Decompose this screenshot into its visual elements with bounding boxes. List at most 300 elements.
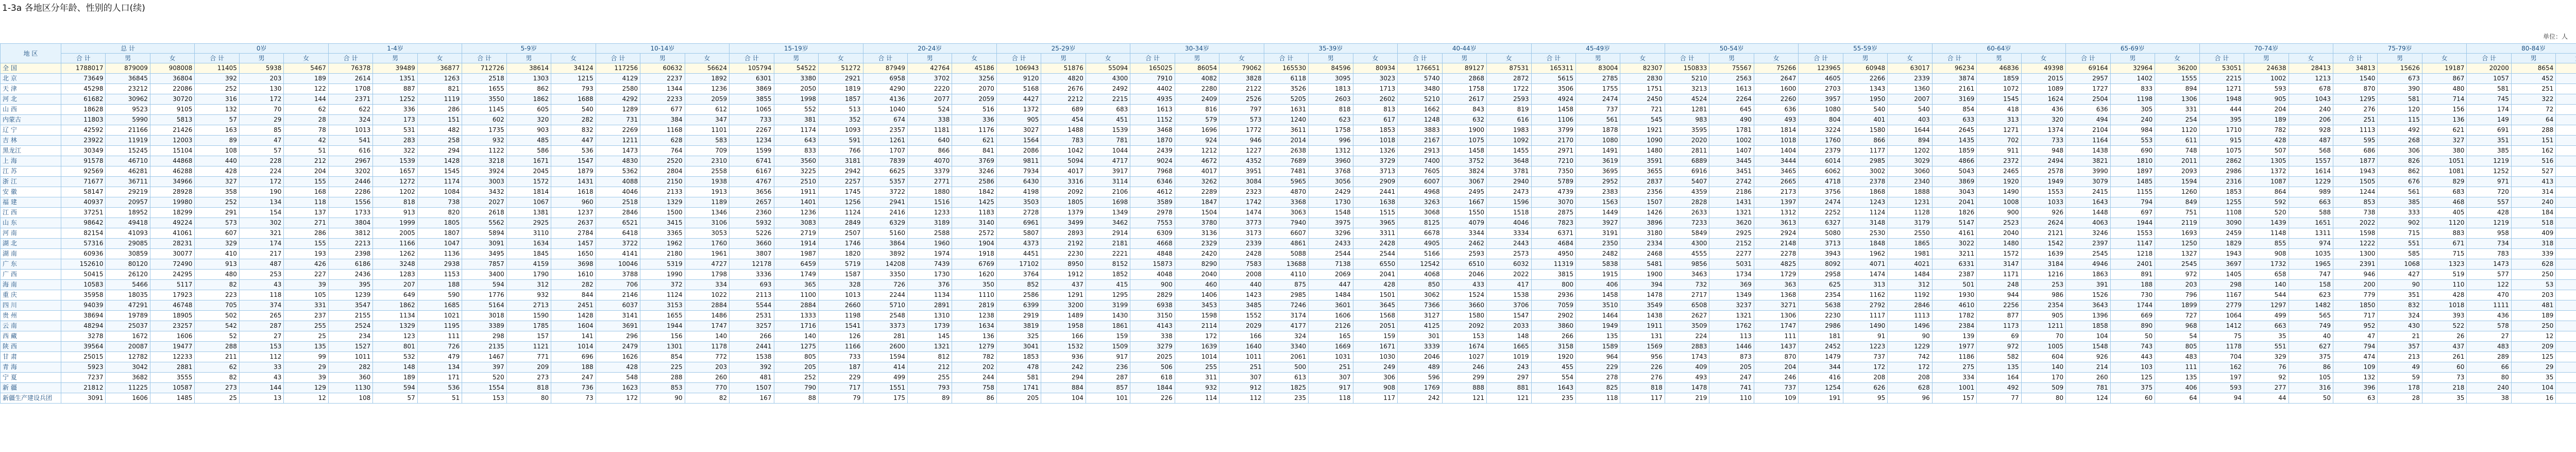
value-cell: 57 (239, 146, 283, 156)
value-cell: 28231 (150, 239, 195, 249)
value-cell: 690 (2110, 146, 2155, 156)
value-cell: 726 (863, 280, 907, 290)
value-cell: 506 (1130, 362, 1175, 373)
value-cell: 2881 (150, 362, 195, 373)
value-cell: 3002 (1843, 166, 1887, 177)
value-cell: 20957 (106, 197, 150, 208)
value-cell: 3060 (1888, 166, 1932, 177)
value-cell: 4767 (730, 177, 774, 187)
value-cell: 1938 (685, 177, 729, 187)
header-sub-male: 男 (774, 54, 818, 63)
value-cell: 5990 (106, 115, 150, 125)
value-cell: 4555 (1665, 249, 1709, 259)
value-cell: 94 (2199, 393, 2244, 404)
value-cell: 1547 (551, 156, 596, 166)
value-cell: 2545 (2066, 249, 2110, 259)
value-cell: 617 (1353, 115, 1397, 125)
value-cell: 900 (1130, 280, 1175, 290)
value-cell: 134 (417, 362, 462, 373)
value-cell: 516 (952, 105, 996, 115)
value-cell: 3278 (61, 331, 106, 342)
value-cell: 2443 (1487, 239, 1531, 249)
value-cell: 1121 (506, 342, 551, 352)
value-cell: 1080 (1576, 136, 1620, 146)
value-cell: 518 (2511, 218, 2555, 228)
value-cell: 397 (462, 362, 506, 373)
value-cell: 4159 (506, 259, 551, 270)
value-cell: 2909 (1353, 177, 1397, 187)
value-cell: 92 (2244, 373, 2289, 383)
value-cell: 3257 (730, 321, 774, 331)
value-cell: 492 (2378, 125, 2422, 136)
value-cell: 2713 (506, 300, 551, 311)
value-cell: 1047 (417, 239, 462, 249)
value-cell: 588 (2289, 208, 2333, 218)
value-cell: 1243 (1843, 197, 1887, 208)
value-cell: 1900 (1620, 270, 1665, 280)
value-cell: 4427 (996, 94, 1041, 105)
value-cell: 108 (328, 393, 372, 404)
value-cell: 561 (2378, 187, 2422, 197)
value-cell: 1480 (1977, 239, 2021, 249)
value-cell: 607 (195, 228, 239, 239)
value-cell: 5894 (462, 228, 506, 239)
value-cell: 6961 (996, 218, 1041, 228)
value-cell: 336 (952, 115, 996, 125)
value-cell: 1484 (1309, 290, 1353, 300)
value-cell (2556, 187, 2576, 197)
value-cell: 428 (1353, 280, 1397, 290)
value-cell: 4290 (863, 84, 907, 94)
value-cell: 2902 (1531, 311, 1575, 321)
value-cell: 205 (1709, 362, 1754, 373)
value-cell: 1862 (506, 94, 551, 105)
value-cell: 4141 (596, 249, 640, 259)
value-cell: 108 (195, 146, 239, 156)
value-cell (2556, 239, 2576, 249)
value-cell: 7350 (1531, 166, 1575, 177)
header-sub-total: 合 计 (2467, 54, 2511, 63)
value-cell: 5481 (1620, 259, 1665, 270)
value-cell: 1312 (1309, 146, 1353, 156)
value-cell: 2192 (1041, 239, 1086, 249)
value-cell: 3660 (1442, 300, 1486, 311)
header-age-group: 0岁 (195, 44, 328, 54)
value-cell: 1746 (819, 239, 863, 249)
value-cell: 3555 (150, 373, 195, 383)
value-cell: 1599 (730, 146, 774, 156)
value-cell: 1921 (1620, 125, 1665, 136)
value-cell: 3773 (1219, 218, 1264, 228)
value-cell: 1448 (2066, 208, 2110, 218)
value-cell: 2106 (1086, 187, 1130, 197)
value-cell: 13 (239, 393, 283, 404)
value-cell: 627 (2289, 342, 2333, 352)
value-cell: 3769 (952, 156, 996, 166)
value-cell: 1730 (907, 270, 952, 280)
value-cell: 586 (506, 146, 551, 156)
value-cell: 844 (551, 290, 596, 300)
value-cell: 887 (373, 84, 417, 94)
value-cell: 2033 (1487, 321, 1531, 331)
value-cell: 733 (730, 115, 774, 125)
value-cell: 1108 (2199, 208, 2244, 218)
value-cell: 390 (2378, 84, 2422, 94)
value-cell: 3296 (1309, 228, 1353, 239)
value-cell: 553 (2110, 136, 2155, 146)
value-cell: 76378 (328, 63, 372, 74)
table-row (1, 321, 2576, 331)
value-cell: 1594 (863, 352, 907, 362)
value-cell: 3180 (1620, 228, 1665, 239)
header-sub-total: 合 计 (1665, 54, 1709, 63)
value-cell: 1014 (551, 342, 596, 352)
header-sub-female: 女 (2021, 54, 2065, 63)
value-cell: 7857 (462, 259, 506, 270)
table-row (1, 105, 2576, 115)
header-sub-total: 合 计 (2066, 54, 2110, 63)
value-cell: 1618 (551, 187, 596, 197)
value-cell: 623 (1309, 115, 1353, 125)
value-cell: 3018 (462, 311, 506, 321)
value-cell: 4088 (596, 177, 640, 187)
value-cell: 1606 (1309, 311, 1353, 321)
value-cell: 1134 (907, 290, 952, 300)
region-cell: 重 庆 (1, 290, 61, 300)
value-cell: 1526 (2066, 290, 2110, 300)
value-cell: 23257 (150, 321, 195, 331)
value-cell: 437 (1041, 280, 1086, 290)
value-cell: 1948 (2199, 94, 2244, 105)
value-cell: 1202 (1888, 146, 1932, 156)
value-cell: 1022 (685, 290, 729, 300)
value-cell: 1739 (907, 321, 952, 331)
value-cell: 140 (774, 331, 818, 342)
value-cell: 813 (1353, 105, 1397, 115)
header-sub-total: 合 计 (1531, 54, 1575, 63)
value-cell: 706 (596, 280, 640, 290)
value-cell: 734 (2467, 239, 2511, 249)
value-cell: 4861 (1264, 239, 1308, 249)
value-cell: 1853 (2199, 187, 2244, 197)
header-sub-male: 男 (506, 54, 551, 63)
value-cell: 247 (1709, 373, 1754, 383)
value-cell: 250 (2511, 270, 2555, 280)
value-cell: 339 (2511, 249, 2555, 259)
value-cell: 103 (2110, 362, 2155, 373)
value-cell: 4300 (1665, 239, 1709, 249)
region-cell: 新疆生产建设兵团 (1, 393, 61, 404)
value-cell: 3975 (1309, 218, 1353, 228)
value-cell: 2925 (506, 218, 551, 228)
value-cell: 1011 (328, 352, 372, 362)
value-cell: 1620 (952, 270, 996, 280)
value-cell: 730 (2110, 290, 2155, 300)
value-cell: 3340 (1264, 342, 1308, 352)
value-cell: 864 (2244, 187, 2289, 197)
header-sub-male: 男 (1442, 54, 1486, 63)
value-cell: 5838 (1576, 259, 1620, 270)
value-cell: 3990 (2066, 166, 2110, 177)
value-cell: 545 (1620, 115, 1665, 125)
value-cell: 1291 (1041, 290, 1086, 300)
value-cell (2556, 362, 2576, 373)
value-cell: 184 (2511, 208, 2555, 218)
value-cell: 1688 (551, 94, 596, 105)
value-cell (2556, 166, 2576, 177)
value-cell: 1962 (1843, 249, 1887, 259)
region-cell: 贵 州 (1, 311, 61, 321)
value-cell: 621 (2422, 125, 2466, 136)
value-cell: 36804 (150, 74, 195, 84)
value-cell: 771 (506, 352, 551, 362)
value-cell: 3864 (863, 239, 907, 249)
value-cell: 1153 (417, 270, 462, 280)
region-cell: 安 徽 (1, 187, 61, 197)
value-cell: 87531 (1487, 63, 1531, 74)
value-cell: 12178 (730, 259, 774, 270)
value-cell: 125 (2110, 373, 2155, 383)
value-cell: 162 (2199, 362, 2244, 373)
value-cell: 616 (1487, 115, 1531, 125)
value-cell: 1999 (373, 218, 417, 228)
value-cell: 596 (1398, 373, 1442, 383)
table-container[interactable] (0, 43, 2576, 404)
value-cell: 392 (195, 74, 239, 84)
value-cell: 487 (239, 259, 283, 270)
value-cell: 38614 (506, 63, 551, 74)
value-cell: 2213 (328, 239, 372, 249)
region-cell: 广 西 (1, 270, 61, 280)
value-cell: 673 (2378, 74, 2422, 84)
value-cell: 825 (1576, 383, 1620, 393)
value-cell: 1250 (2155, 239, 2199, 249)
value-cell: 3781 (1487, 166, 1531, 177)
value-cell: 793 (551, 84, 596, 94)
value-cell: 1563 (1576, 197, 1620, 208)
value-cell: 674 (863, 115, 907, 125)
value-cell: 1879 (551, 166, 596, 177)
value-cell: 4946 (2066, 259, 2110, 270)
value-cell: 129 (284, 383, 328, 393)
value-cell: 1590 (506, 311, 551, 321)
value-cell: 709 (685, 146, 729, 156)
region-cell: 黑龙江 (1, 146, 61, 156)
value-cell: 628 (1888, 383, 1932, 393)
value-cell: 80120 (106, 259, 150, 270)
value-cell: 3373 (863, 321, 907, 331)
header-sub-female: 女 (150, 54, 195, 63)
value-cell: 287 (1086, 373, 1130, 383)
value-cell: 8654 (2511, 63, 2555, 74)
value-cell: 1040 (863, 105, 907, 115)
value-cell: 155 (284, 177, 328, 187)
value-cell: 98642 (61, 218, 106, 228)
value-cell: 6508 (1665, 300, 1709, 311)
value-cell: 1842 (952, 187, 996, 197)
value-cell: 1229 (2289, 177, 2333, 187)
value-cell: 683 (1086, 105, 1130, 115)
value-cell: 266 (730, 331, 774, 342)
value-cell: 1643 (1531, 383, 1575, 393)
value-cell: 9120 (996, 74, 1041, 84)
value-cell: 561 (1576, 115, 1620, 125)
value-cell: 63017 (1888, 63, 1932, 74)
value-cell: 1755 (1576, 84, 1620, 94)
value-cell: 247 (551, 373, 596, 383)
region-cell: 山 西 (1, 105, 61, 115)
value-cell: 1569 (1620, 342, 1665, 352)
value-cell: 3090 (2199, 218, 2244, 228)
value-cell: 2148 (1754, 239, 1798, 249)
value-cell: 3316 (1041, 177, 1086, 187)
value-cell: 1027 (1442, 352, 1486, 362)
value-cell: 1918 (952, 249, 996, 259)
value-cell: 1878 (1576, 125, 1620, 136)
value-cell: 121 (1487, 393, 1531, 404)
value-cell: 33 (239, 362, 283, 373)
value-cell (2556, 373, 2576, 383)
value-cell: 50 (2289, 393, 2333, 404)
value-cell: 82307 (1620, 63, 1665, 74)
value-cell: 832 (2378, 300, 2422, 311)
value-cell: 174 (239, 239, 283, 249)
value-cell: 297 (1487, 373, 1531, 383)
value-cell: 2161 (1932, 84, 1976, 94)
value-cell: 2544 (1309, 249, 1353, 259)
value-cell: 1650 (551, 249, 596, 259)
value-cell: 18299 (150, 208, 195, 218)
value-cell: 870 (1754, 352, 1798, 362)
value-cell: 57 (373, 393, 417, 404)
value-cell: 6459 (774, 259, 818, 270)
value-cell: 3062 (1398, 290, 1442, 300)
value-cell: 46748 (150, 300, 195, 311)
value-cell: 3660 (730, 239, 774, 249)
value-cell: 105 (2289, 373, 2333, 383)
value-cell: 316 (195, 94, 239, 105)
value-cell: 2310 (685, 156, 729, 166)
value-cell (2556, 280, 2576, 290)
value-cell: 7605 (1398, 166, 1442, 177)
value-cell: 6889 (1665, 156, 1709, 166)
value-cell: 12003 (150, 136, 195, 146)
value-cell: 853 (2333, 197, 2377, 208)
value-cell: 2420 (1175, 249, 1219, 259)
value-cell: 1685 (417, 300, 462, 311)
value-cell: 1198 (819, 311, 863, 321)
value-cell: 3869 (1932, 177, 1976, 187)
value-cell: 227 (284, 270, 328, 280)
value-cell: 6037 (596, 300, 640, 311)
value-cell: 229 (819, 373, 863, 383)
value-cell: 381 (774, 115, 818, 125)
value-cell: 884 (1041, 383, 1086, 393)
value-cell: 2114 (1175, 321, 1219, 331)
value-cell: 9811 (996, 156, 1041, 166)
value-cell: 2379 (1799, 146, 1843, 156)
value-cell: 2868 (1442, 74, 1486, 84)
value-cell: 405 (2422, 208, 2466, 218)
value-cell: 1301 (640, 342, 685, 352)
value-cell: 3169 (1932, 94, 1976, 105)
value-cell: 2919 (996, 311, 1041, 321)
value-cell: 111 (1754, 331, 1798, 342)
value-cell (2556, 342, 2576, 352)
value-cell: 585 (2378, 249, 2422, 259)
header-age-group: 75-79岁 (2333, 44, 2466, 54)
value-cell: 3056 (1309, 177, 1353, 187)
value-cell: 3526 (1264, 84, 1308, 94)
value-cell: 203 (239, 74, 283, 84)
value-cell: 30349 (61, 146, 106, 156)
value-cell: 2804 (640, 166, 685, 177)
value-cell: 551 (2378, 239, 2422, 249)
value-cell: 1008 (1977, 197, 2021, 208)
value-cell: 1431 (551, 177, 596, 187)
value-cell: 2819 (952, 300, 996, 311)
value-cell: 3924 (462, 166, 506, 177)
value-cell: 903 (506, 125, 551, 136)
value-cell: 853 (640, 383, 685, 393)
value-cell: 314 (2511, 187, 2555, 197)
value-cell: 7940 (1264, 218, 1308, 228)
value-cell (2556, 156, 2576, 166)
value-cell: 94039 (61, 300, 106, 311)
value-cell: 141 (551, 331, 596, 342)
value-cell: 224 (1665, 331, 1709, 342)
value-cell: 9523 (106, 105, 150, 115)
value-cell: 2978 (1130, 208, 1175, 218)
value-cell: 1965 (2289, 259, 2333, 270)
table-body (1, 63, 2576, 404)
region-cell: 西 藏 (1, 331, 61, 342)
value-cell (2556, 331, 2576, 342)
value-cell: 1807 (417, 228, 462, 239)
value-cell: 7246 (1264, 300, 1308, 311)
value-cell: 289 (2467, 352, 2511, 362)
value-cell: 3451 (1709, 166, 1754, 177)
value-cell: 1877 (2333, 156, 2377, 166)
value-cell: 3191 (1576, 228, 1620, 239)
value-cell: 960 (551, 197, 596, 208)
value-cell: 468 (2422, 197, 2466, 208)
value-cell: 208 (1843, 373, 1887, 383)
value-cell: 80 (506, 393, 551, 404)
value-cell: 989 (2289, 187, 2333, 197)
value-cell: 481 (2511, 300, 2555, 311)
value-cell: 2356 (1620, 187, 1665, 197)
value-cell: 2638 (1264, 146, 1308, 156)
value-cell: 671 (2422, 239, 2466, 249)
value-cell: 35 (2511, 373, 2555, 383)
value-cell: 3619 (1576, 156, 1620, 166)
value-cell: 1262 (373, 249, 417, 259)
value-cell: 2059 (685, 94, 729, 105)
value-cell: 1346 (685, 208, 729, 218)
value-cell: 2215 (2199, 74, 2244, 84)
value-cell: 633 (1932, 115, 1976, 125)
value-cell: 62 (195, 362, 239, 373)
value-cell: 866 (1843, 136, 1887, 146)
value-cell: 18628 (61, 105, 106, 115)
value-cell: 455 (1531, 362, 1575, 373)
value-cell: 1030 (1353, 352, 1397, 362)
value-cell: 248 (1977, 280, 2021, 290)
value-cell: 5407 (1665, 177, 1709, 187)
value-cell: 862 (506, 84, 551, 94)
value-cell: 1665 (1487, 342, 1531, 352)
